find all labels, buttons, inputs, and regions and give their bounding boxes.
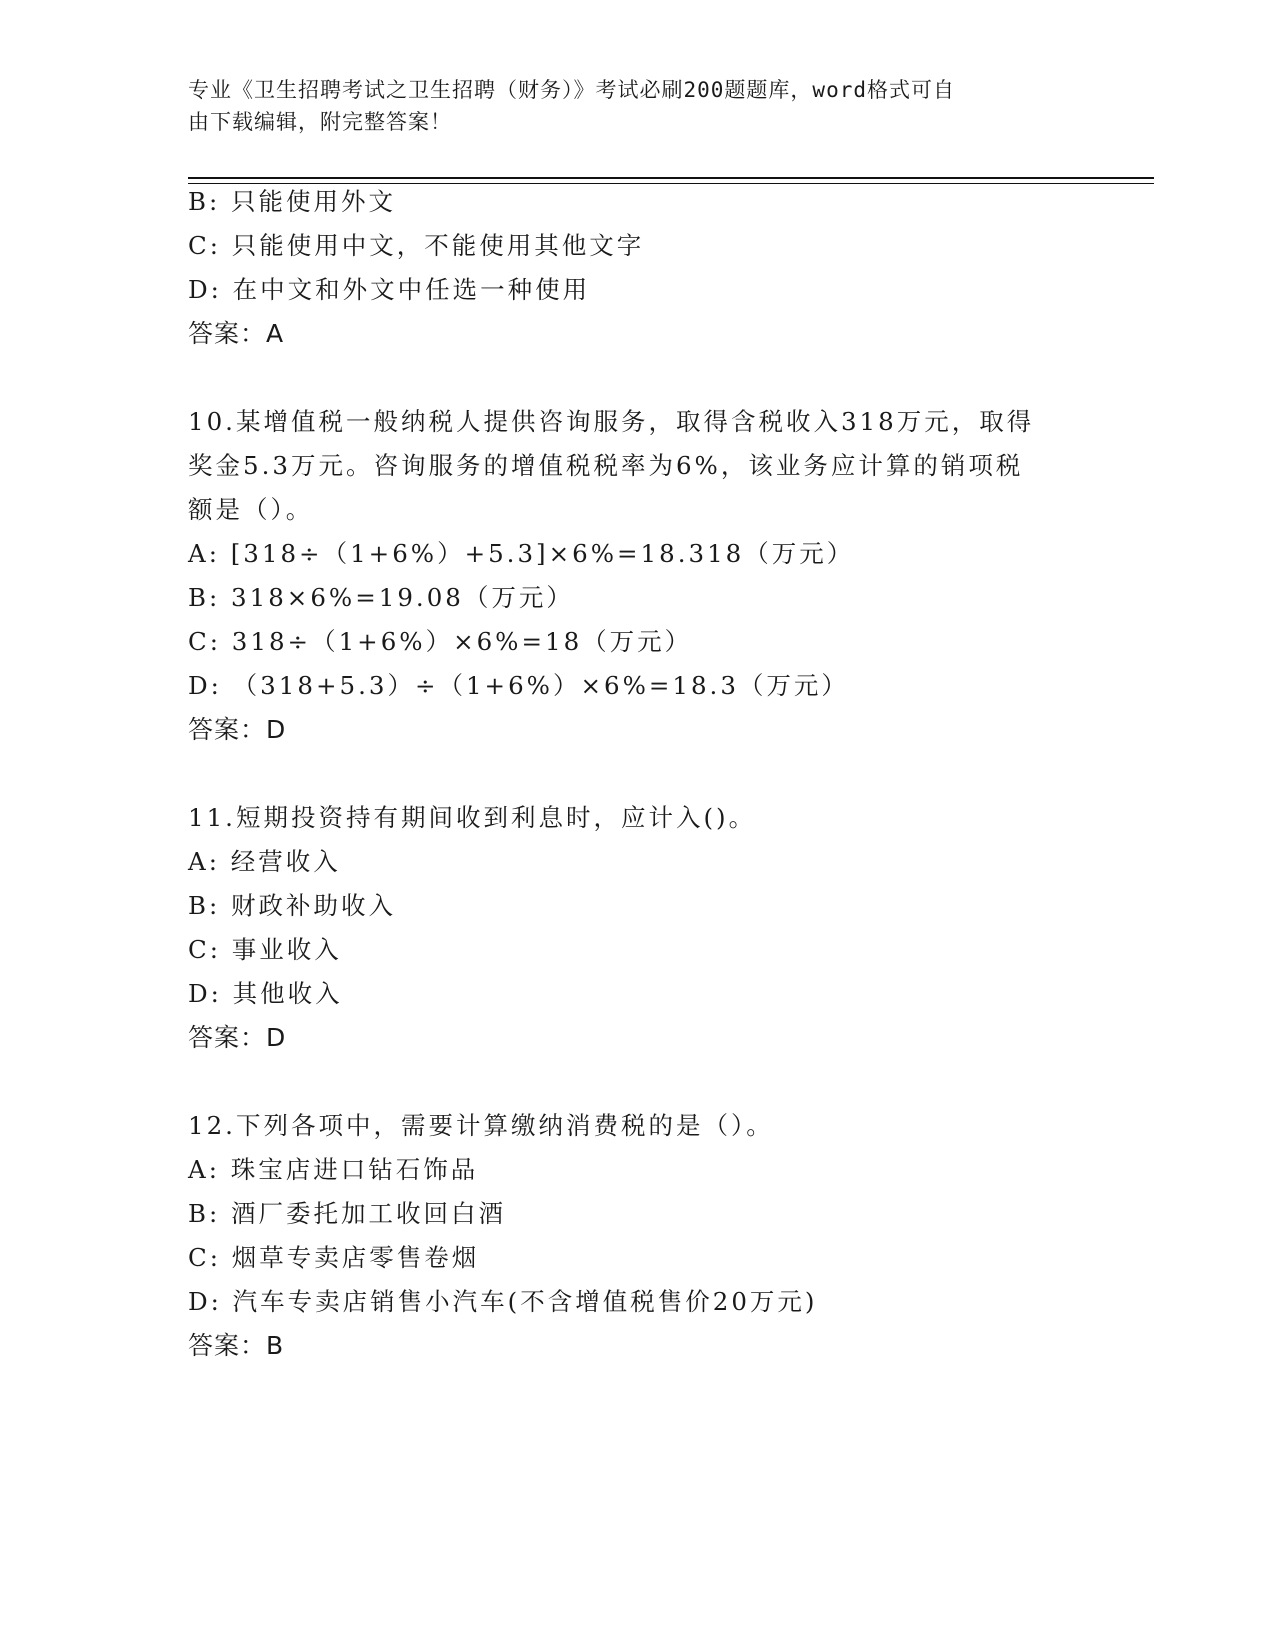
q11-option-c: C: 事业收入 — [188, 935, 342, 964]
q10-answer: 答案：D — [188, 715, 287, 744]
q11-stem: 11.短期投资持有期间收到利息时，应计入()。 — [188, 803, 757, 832]
q12-option-a: A: 珠宝店进口钻石饰品 — [188, 1155, 479, 1184]
q11-option-d: D: 其他收入 — [188, 979, 343, 1008]
q10-option-c: C: 318÷（1+6%）×6%=18（万元） — [188, 627, 693, 656]
q10-stem-line-1: 10.某增值税一般纳税人提供咨询服务，取得含税收入318万元，取得 — [188, 407, 1035, 436]
header-line-2: 由下载编辑，附完整答案！ — [188, 110, 452, 134]
q11-option-b: B: 财政补助收入 — [188, 891, 397, 920]
document-header — [188, 74, 1068, 138]
q10-option-a: A: [318÷（1+6%）+5.3]×6%=18.318（万元） — [188, 539, 855, 568]
q12-option-c: C: 烟草专卖店零售卷烟 — [188, 1243, 480, 1272]
header-divider-thick — [188, 177, 1154, 179]
header-divider-thin — [188, 183, 1154, 184]
q11-answer: 答案：D — [188, 1023, 287, 1052]
q10-option-d: D: （318+5.3）÷（1+6%）×6%=18.3（万元） — [188, 671, 849, 700]
q12-answer: 答案：B — [188, 1331, 285, 1360]
q9-option-c: C: 只能使用中文，不能使用其他文字 — [188, 231, 645, 260]
q9-option-b: B: 只能使用外文 — [188, 187, 397, 216]
q12-stem: 12.下列各项中，需要计算缴纳消费税的是（）。 — [188, 1111, 774, 1140]
q11-option-a: A: 经营收入 — [188, 847, 341, 876]
q12-option-d: D: 汽车专卖店销售小汽车(不含增值税售价20万元) — [188, 1287, 818, 1316]
q10-option-b: B: 318×6%=19.08（万元） — [188, 583, 574, 612]
q9-answer: 答案：A — [188, 319, 285, 348]
q12-option-b: B: 酒厂委托加工收回白酒 — [188, 1199, 507, 1228]
header-line-1: 专业《卫生招聘考试之卫生招聘（财务）》考试必刷200题题库，word格式可自 — [188, 78, 955, 102]
q10-stem-line-3: 额是（）。 — [188, 495, 314, 524]
q9-option-d: D: 在中文和外文中任选一种使用 — [188, 275, 591, 304]
q10-stem-line-2: 奖金5.3万元。咨询服务的增值税税率为6%，该业务应计算的销项税 — [188, 451, 1024, 480]
